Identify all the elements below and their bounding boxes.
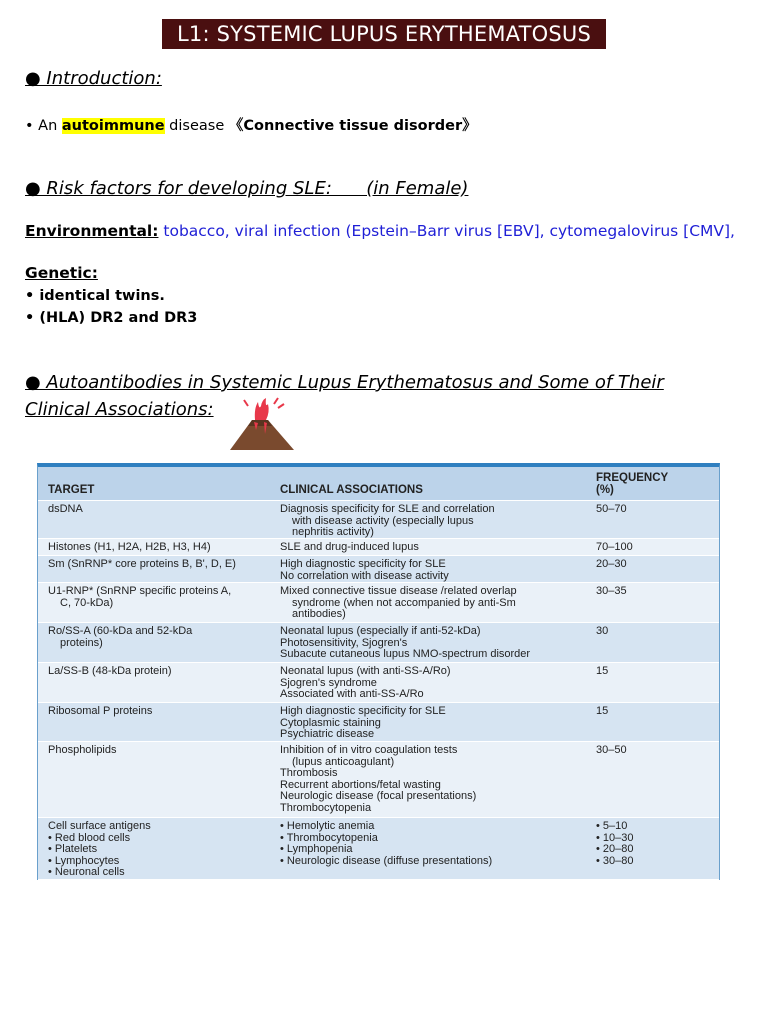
cell-text: High diagnostic specificity for SLE (280, 705, 446, 717)
cell-text: • Lymphocytes (48, 854, 120, 867)
table-row (38, 623, 719, 663)
intro-prefix: • An (25, 118, 62, 134)
cell-text: 30 (596, 625, 609, 637)
header-frequency (596, 473, 706, 496)
table-row (38, 818, 719, 880)
cell-text: Inhibition of in vitro coagulation tests (280, 744, 458, 756)
cell-text: Neurologic disease (focal presentations) (280, 790, 477, 802)
row-target (48, 504, 278, 516)
page-title: L1: SYSTEMIC LUPUS ERYTHEMATOSUS (162, 19, 606, 49)
row-target (48, 706, 278, 718)
cell-text: 30–50 (596, 744, 627, 756)
row-target (48, 745, 278, 757)
cell-text: Cell surface antigens (48, 820, 151, 832)
row-assoc (280, 706, 590, 741)
table-row (38, 556, 719, 583)
cell-text: Photosensitivity, Sjogren's (280, 636, 408, 649)
genetic-label: Genetic: (25, 264, 98, 282)
header-frequency-unit: (%) (596, 483, 614, 496)
intro-mid: disease (164, 118, 229, 134)
cell-text: (lupus anticoagulant) (292, 755, 395, 768)
cell-text: Ro/SS-A (60-kDa and 52-kDa (48, 625, 193, 637)
row-freq (596, 586, 706, 598)
cell-text: • Neurologic disease (diffuse presentations) (280, 854, 493, 867)
row-freq (596, 504, 706, 516)
cell-text: Sjogren's syndrome (280, 676, 377, 689)
cell-text: nephritis activity) (292, 526, 374, 538)
cell-text: • Hemolytic anemia (280, 820, 375, 832)
cell-text: syndrome (when not accompanied by anti-Sm (292, 596, 516, 609)
cell-text: dsDNA (48, 503, 83, 515)
cell-text: C, 70-kDa) (60, 596, 114, 609)
table-row (38, 539, 719, 556)
cell-text: SLE and drug-induced lupus (280, 541, 419, 553)
row-assoc (280, 542, 590, 554)
table-header-row (38, 467, 719, 501)
volcano-icon (228, 396, 296, 452)
cell-text: proteins) (60, 636, 103, 649)
cell-text: Ribosomal P proteins (48, 705, 153, 717)
row-target (48, 666, 278, 678)
cell-text: U1-RNP* (SnRNP specific proteins A, (48, 585, 232, 597)
cell-text: with disease activity (especially lupus (292, 514, 474, 527)
autoantibody-table (37, 463, 720, 880)
table-row (38, 742, 719, 818)
row-target (48, 542, 278, 554)
genetic-item-2: • (HLA) DR2 and DR3 (25, 310, 198, 326)
autoimmune-highlight: autoimmune (61, 118, 165, 134)
cell-text: • Neuronal cells (48, 866, 125, 878)
genetic-item-1: • identical twins. (25, 288, 165, 304)
row-target (48, 821, 278, 879)
intro-bold-text: 《Connective tissue disorder》 (228, 118, 477, 134)
row-assoc (280, 504, 590, 539)
cell-text: 30–35 (596, 585, 627, 597)
row-assoc (280, 559, 590, 582)
table-row (38, 501, 719, 539)
autoantibodies-heading-line-1: ● Autoantibodies in Systemic Lupus Erythematosus and Some of Their (25, 372, 664, 393)
cell-text: • 5–10 (596, 820, 628, 832)
row-assoc (280, 626, 590, 661)
cell-text: Associated with anti-SS-A/Ro (280, 688, 424, 700)
cell-text: Subacute cutaneous lupus NMO-spectrum disorder (280, 648, 531, 660)
cell-text: High diagnostic specificity for SLE (280, 558, 446, 570)
cell-text: • Lymphopenia (280, 843, 353, 855)
cell-text: Neonatal lupus (with anti-SS-A/Ro) (280, 665, 451, 677)
autoantibodies-heading-line-2: Clinical Associations: (25, 399, 214, 420)
cell-text: • Red blood cells (48, 831, 131, 844)
cell-text: Psychiatric disease (280, 728, 375, 740)
row-target (48, 559, 278, 571)
row-freq (596, 559, 706, 571)
header-clinical-associations: CLINICAL ASSOCIATIONS (280, 484, 423, 496)
cell-text: 50–70 (596, 503, 627, 515)
cell-text: Thrombosis (280, 767, 338, 779)
table-row (38, 663, 719, 703)
cell-text: Cytoplasmic staining (280, 716, 381, 729)
cell-text: 70–100 (596, 541, 633, 553)
cell-text: 15 (596, 665, 609, 677)
cell-text: Thrombocytopenia (280, 801, 372, 814)
row-freq (596, 706, 706, 718)
cell-text: Phospholipids (48, 744, 117, 756)
cell-text: Diagnosis specificity for SLE and correlation (280, 503, 495, 515)
cell-text: Histones (H1, H2A, H2B, H3, H4) (48, 541, 211, 553)
row-target (48, 626, 278, 649)
row-target (48, 586, 278, 609)
cell-text: • 20–80 (596, 843, 634, 855)
cell-text: • Platelets (48, 843, 98, 855)
cell-text: No correlation with disease activity (280, 569, 449, 582)
row-assoc (280, 745, 590, 814)
row-freq (596, 626, 706, 638)
table-row (38, 583, 719, 623)
cell-text: • 10–30 (596, 831, 634, 844)
cell-text: • Thrombocytopenia (280, 831, 378, 844)
row-freq (596, 666, 706, 678)
environmental-line (25, 222, 735, 240)
cell-text: Mixed connective tissue disease /related overlap (280, 585, 517, 597)
introduction-line (25, 114, 477, 135)
cell-text: • 30–80 (596, 854, 634, 867)
cell-text: antibodies) (292, 608, 346, 620)
row-assoc (280, 666, 590, 701)
table-row (38, 703, 719, 742)
environmental-text: tobacco, viral infection (Epstein–Barr virus [EBV], cytomegalovirus [CMV], (158, 222, 735, 240)
header-frequency-label: FREQUENCY (596, 472, 669, 484)
cell-text: La/SS-B (48-kDa protein) (48, 665, 172, 677)
row-freq (596, 745, 706, 757)
row-freq (596, 542, 706, 554)
cell-text: 15 (596, 705, 609, 717)
cell-text: 20–30 (596, 558, 627, 570)
cell-text: Neonatal lupus (especially if anti-52-kDa) (280, 625, 481, 637)
introduction-heading: ● Introduction: (25, 68, 162, 89)
environmental-label: Environmental: (25, 222, 159, 240)
row-assoc (280, 821, 590, 867)
header-target: TARGET (48, 484, 95, 496)
cell-text: Sm (SnRNP* core proteins B, B', D, E) (48, 558, 236, 570)
row-assoc (280, 586, 590, 621)
cell-text: Recurrent abortions/fetal wasting (280, 778, 441, 791)
row-freq (596, 821, 706, 867)
risk-factors-heading: ● Risk factors for developing SLE: (in Female) (25, 178, 469, 199)
